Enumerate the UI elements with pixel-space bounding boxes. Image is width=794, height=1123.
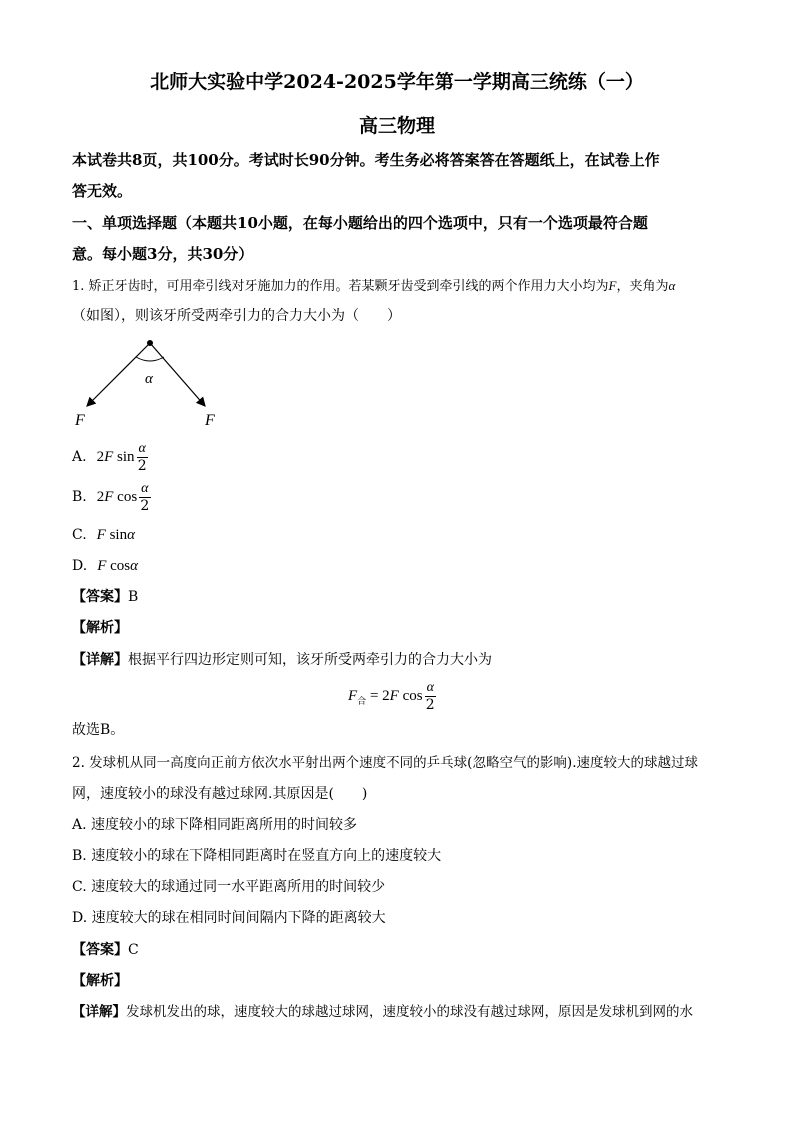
detail-tag: 【详解】: [72, 1004, 126, 1020]
angle-symbol: α: [130, 558, 138, 574]
fraction-numerator: α: [141, 480, 149, 496]
option-letter: C.: [72, 527, 87, 543]
formula-subscript: 合: [357, 696, 367, 707]
force-symbol: F: [104, 489, 114, 505]
q2-stem-line-1: 2. 发球机从同一高度向正前方依次水平射出两个速度不同的乒乓球(忽略空气的影响).速度较大的球越过球: [72, 755, 698, 771]
q2-analysis-tag: 【解析】: [72, 973, 128, 989]
formula-rhs-force: F: [389, 688, 399, 704]
detail-text: 发球机发出的球，速度较大的球越过球网，速度较小的球没有越过球网，原因是发球机到网的水: [126, 1004, 693, 1020]
trig-function: sin: [105, 527, 128, 543]
q1-stem-angle-symbol: α: [668, 278, 676, 293]
section-heading-line-2: 意。每小题3分，共30分）: [72, 245, 254, 263]
q1-option-b: [72, 480, 151, 514]
fraction-numerator: α: [426, 679, 434, 695]
intro-line-1: 本试卷共8页，共100分。考试时长90分钟。考生务必将答案答在答题纸上，在试卷上作: [72, 151, 660, 169]
q1-resultant-formula: [348, 678, 436, 720]
fraction-denominator: 2: [425, 696, 435, 713]
q1-option-c: [72, 525, 135, 545]
answer-value: B: [128, 589, 139, 605]
fraction: [137, 441, 148, 474]
q1-stem-line-1: [72, 276, 675, 297]
trig-function: cos: [106, 558, 131, 574]
detail-tag: 【详解】: [72, 652, 128, 668]
fraction-denominator: 2: [137, 457, 147, 474]
q2-option-a: A. 速度较小的球下降相同距离所用的时间较多: [72, 817, 358, 833]
fraction: [139, 481, 150, 514]
exam-subtitle: 高三物理: [358, 115, 435, 137]
q1-stem-line-2: （如图），则该牙所受两牵引力的合力大小为（ ）: [72, 308, 401, 324]
angle-arc: [136, 357, 164, 361]
formula-trig: cos: [398, 688, 423, 704]
q2-option-c: C. 速度较大的球通过同一水平距离所用的时间较少: [72, 879, 386, 895]
left-force-arrow: [87, 343, 150, 406]
formula-force-symbol: F: [348, 688, 358, 704]
q1-analysis-tag: 【解析】: [72, 620, 128, 636]
answer-tag: 【答案】: [72, 942, 128, 958]
q1-force-diagram: [70, 336, 230, 431]
force-symbol: F: [97, 558, 107, 574]
formula-equals: = 2: [366, 688, 390, 704]
answer-tag: 【答案】: [72, 589, 128, 605]
fraction-numerator: α: [138, 440, 146, 456]
left-force-label: F: [75, 412, 85, 429]
trig-function: sin: [113, 449, 135, 465]
q1-stem-text: 1. 矫正牙齿时，可用牵引线对牙施加力的作用。若某颗牙齿受到牵引线的两个作用力大小均为: [72, 279, 609, 294]
right-force-arrow: [150, 343, 205, 406]
angle-label: α: [145, 371, 153, 387]
option-letter: A.: [72, 449, 87, 465]
q1-detail: [72, 650, 492, 670]
intro-line-2: 答无效。: [72, 182, 133, 200]
q1-stem-mid: ，夹角为: [616, 279, 669, 294]
q2-option-b: B. 速度较小的球在下降相同距离时在竖直方向上的速度较大: [72, 848, 442, 864]
q2-option-d: D. 速度较大的球在相同时间间隔内下降的距离较大: [72, 910, 386, 926]
q2-detail: [72, 1002, 693, 1022]
q1-conclusion: 故选B。: [72, 722, 125, 738]
fraction-denominator: 2: [140, 497, 150, 514]
angle-symbol: α: [127, 527, 135, 543]
formula-fraction: [425, 680, 436, 713]
q2-answer: [72, 940, 139, 960]
option-letter: D.: [72, 558, 88, 574]
coefficient: 2: [96, 489, 105, 505]
option-letter: B.: [72, 489, 87, 505]
q1-option-d: [72, 556, 138, 576]
right-force-label: F: [205, 412, 215, 429]
answer-value: C: [128, 942, 139, 958]
q1-stem-force-symbol: F: [608, 278, 617, 293]
exam-title: 北师大实验中学2024-2025学年第一学期高三统练（一）: [150, 71, 644, 93]
force-symbol: F: [96, 527, 106, 543]
q1-option-a: [72, 440, 148, 474]
detail-text: 根据平行四边形定则可知，该牙所受两牵引力的合力大小为: [128, 652, 492, 668]
section-heading-line-1: 一、单项选择题（本题共10小题，在每小题给出的四个选项中，只有一个选项最符合题: [72, 214, 648, 232]
force-symbol: F: [104, 449, 114, 465]
trig-function: cos: [113, 489, 138, 505]
q2-stem-line-2: 网，速度较小的球没有越过球网.其原因是( ): [72, 786, 368, 802]
q1-answer: [72, 587, 138, 607]
coefficient: 2: [96, 449, 105, 465]
